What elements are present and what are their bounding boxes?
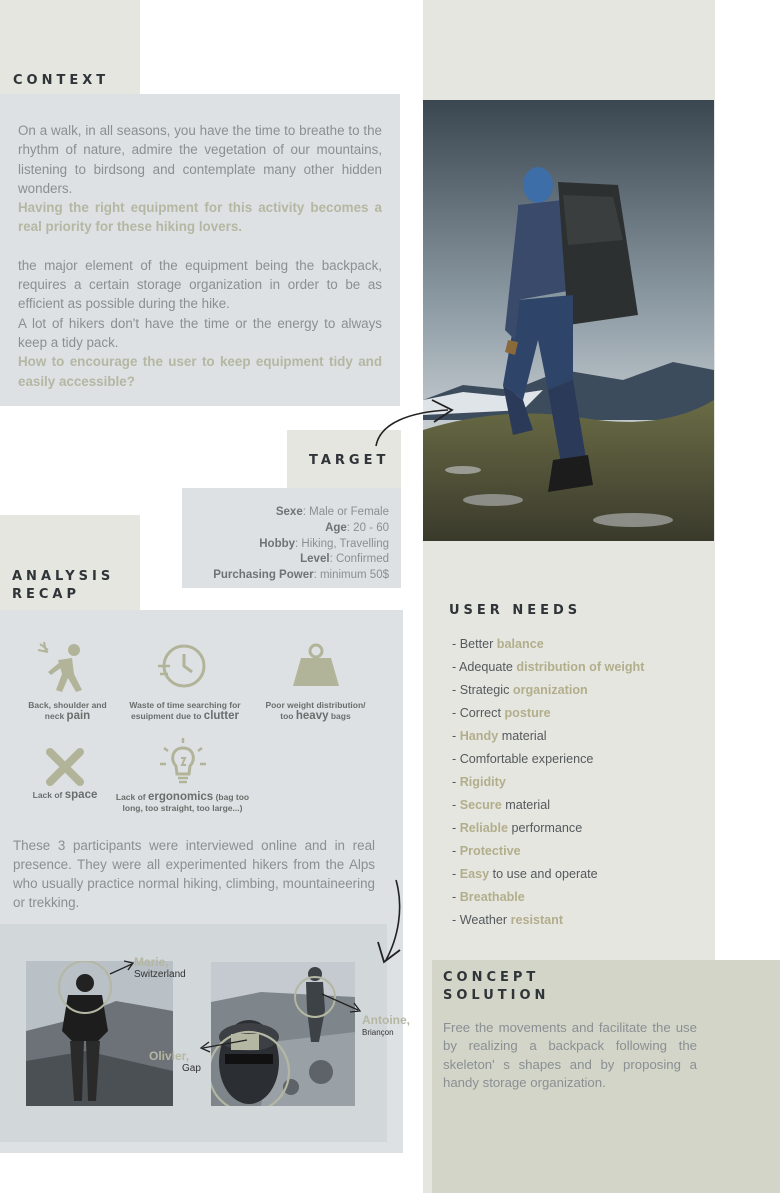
arrow-marie-icon <box>108 958 136 976</box>
target-row-age: Age: 20 - 60 <box>325 521 389 534</box>
context-p3: A lot of hikers don't have the time or the energy to always keep a tidy pack. <box>18 315 382 350</box>
user-need-item: - Rigidity <box>452 775 506 789</box>
cross-icon <box>45 748 85 786</box>
context-text <box>18 121 382 391</box>
caption-heavy: Poor weight distribution/ too heavy bags <box>265 700 366 722</box>
user-need-item: - Reliable performance <box>452 821 583 835</box>
target-title: TARGET <box>309 453 390 468</box>
hiker-illustration <box>423 100 714 541</box>
target-row-power: Purchasing Power: minimum 50$ <box>213 569 389 582</box>
user-need-item: - Protective <box>452 844 521 858</box>
caption-pain: Back, shoulder and neck pain <box>28 700 107 722</box>
lightbulb-icon <box>158 738 208 786</box>
back-pain-icon <box>38 640 90 695</box>
user-need-item: - Comfortable experience <box>452 752 594 766</box>
target-row-hobby: Hobby: Hiking, Travelling <box>259 537 389 550</box>
user-need-item: - Better balance <box>452 637 544 651</box>
participant-olivier: Olivier, Gap <box>149 1049 201 1074</box>
concept-title: CONCEPT SOLUTION <box>443 970 550 1003</box>
user-need-item: - Strategic organization <box>452 683 588 697</box>
context-p2: the major element of the equipment being the backpack, requires a certain storage organization in order to be as efficient as possible during the hike. <box>18 257 382 312</box>
target-row-level: Level: Confirmed <box>300 553 389 566</box>
context-title: CONTEXT <box>13 73 110 88</box>
arrow-target-icon <box>370 398 460 450</box>
target-row-sexe: Sexe: Male or Female <box>275 506 389 518</box>
user-need-item: - Easy to use and operate <box>452 867 598 881</box>
user-need-item: - Breathable <box>452 890 525 904</box>
context-p1: On a walk, in all seasons, you have the time to breathe to the rhythm of nature, admire the vegetation of our mountains, listening to birdsong and contemplate many other hidden wonders. <box>18 123 382 196</box>
concept-text: Free the movements and facilitate the use by realizing a backpack following the skeleton' s shapes and by proposing a handy storage organization. <box>443 1020 697 1090</box>
arrow-olivier-icon <box>197 1036 249 1054</box>
caption-clutter: Waste of time searching for esuipment due to clutter <box>129 700 241 722</box>
user-needs-list <box>452 633 644 932</box>
participant-antoine: Antoine, Briançon <box>362 1013 410 1037</box>
user-need-item: - Adequate distribution of weight <box>452 660 645 674</box>
user-need-item: - Handy material <box>452 729 547 743</box>
weight-icon <box>291 642 341 688</box>
caption-ergonomics: Lack of ergonomics (bag too long, too straight, too large...) <box>115 791 250 813</box>
analysis-title: ANALYSIS RECAP <box>12 569 115 602</box>
photo-marie <box>26 961 173 1106</box>
clock-icon <box>156 642 208 690</box>
photo-olivier-antoine <box>211 962 355 1106</box>
arrow-antoine-icon <box>320 992 364 1016</box>
caption-space: Lack of space <box>32 789 98 801</box>
user-need-item: - Secure material <box>452 798 551 812</box>
user-need-item: - Correct posture <box>452 706 551 720</box>
hiker-photo <box>423 100 714 541</box>
target-info <box>190 505 389 584</box>
user-needs-title: USER NEEDS <box>449 603 582 618</box>
participant-marie: Marie, Switzerland <box>134 955 186 980</box>
participants-text: These 3 participants were interviewed online and in real presence. They were all experimented hikers from the Alps who usually practice normal hiking, climbing, mountaineering or trekking. <box>13 838 375 910</box>
user-need-item: - Weather resistant <box>452 913 564 927</box>
context-p1-highlight: Having the right equipment for this activity becomes a real priority for these hiking lovers. <box>18 200 382 235</box>
context-p3-highlight: How to encourage the user to keep equipment tidy and easily accessible? <box>18 354 382 389</box>
arrow-down-icon <box>374 878 408 968</box>
